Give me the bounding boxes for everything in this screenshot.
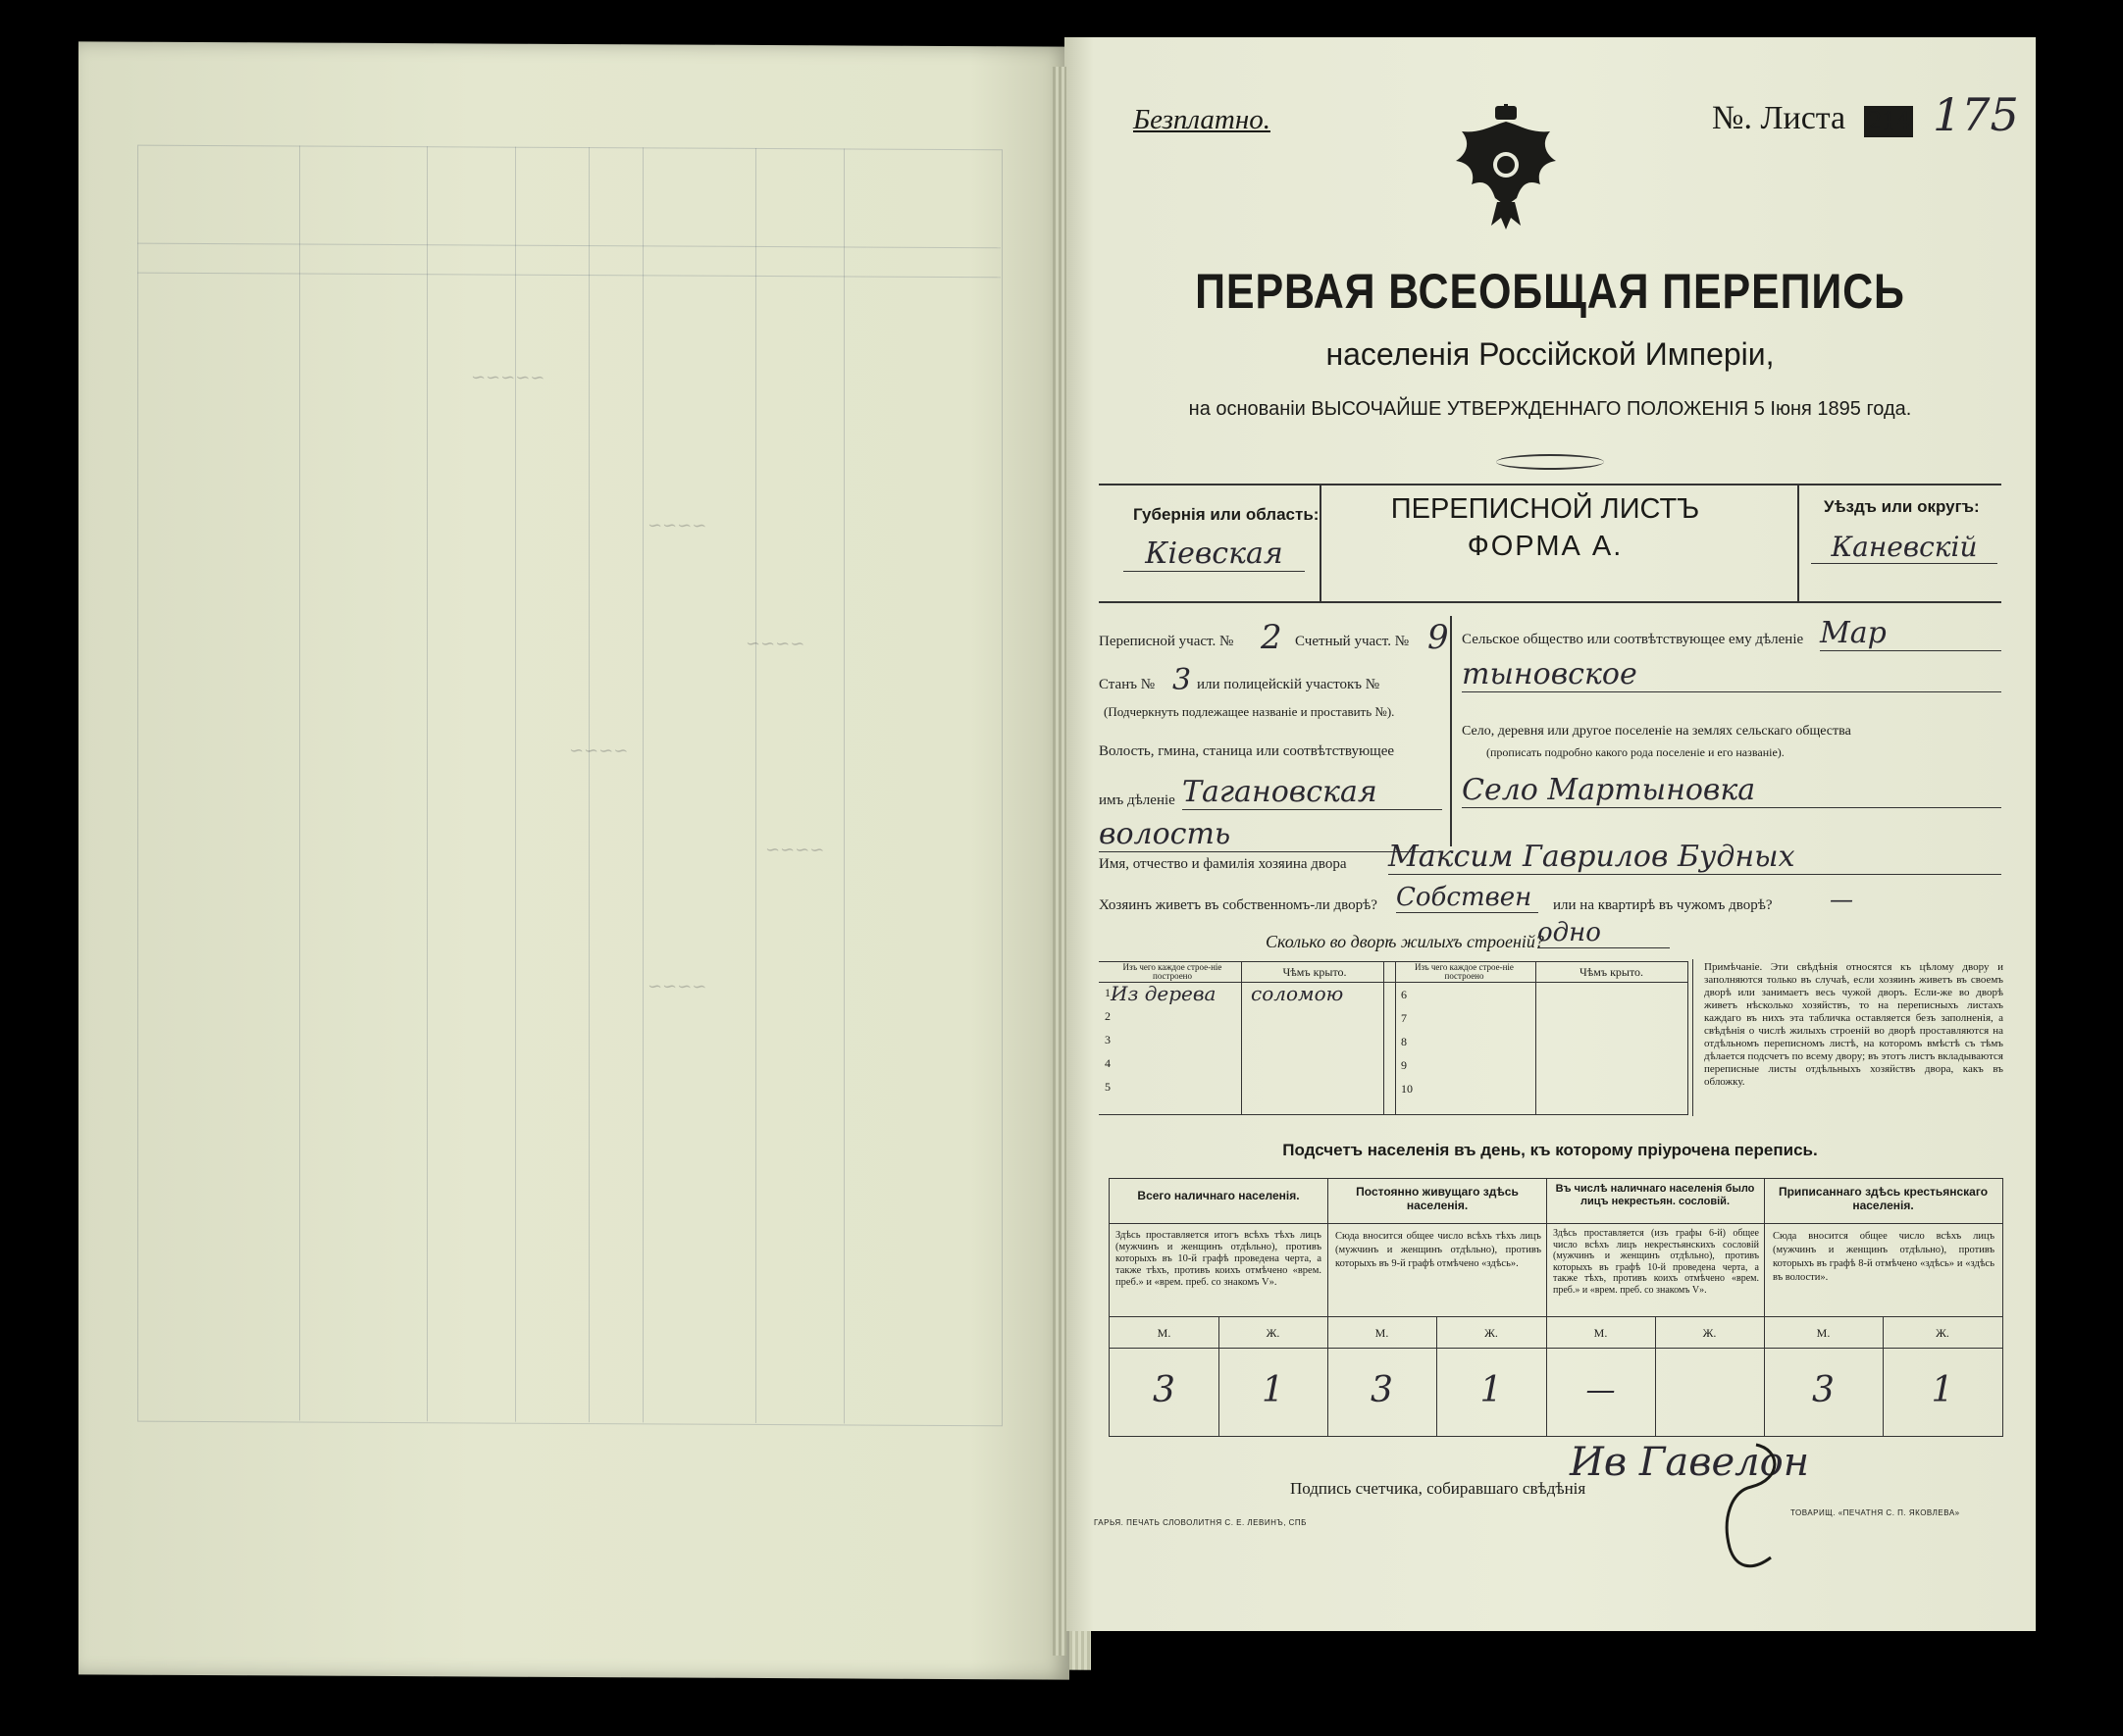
fields-divider <box>1450 616 1452 846</box>
ornament-divider <box>1496 454 1604 470</box>
village-value: Село Мартыновка <box>1462 773 2001 808</box>
col-roof-left: Чѣмъ крыто. <box>1282 965 1347 979</box>
pop-col-desc: Здѣсь проставляется (изъ графы 6-й) общее число всѣхъ лицъ некрестьянскихъ сословій (мужчинъ и женщинъ отдѣльно), противъ которыхъ въ графѣ 10-й проведена черта, а также тѣхъ, противъ коихъ отмѣчено «врем. преб.» и «врем. преб. со знакомъ V». <box>1553 1228 1759 1296</box>
buildings-count-value: одно <box>1537 918 1670 948</box>
count-value: 9 <box>1427 618 1449 657</box>
pop-m-value: 3 <box>1371 1370 1393 1410</box>
sheet-number-struck: 214 <box>1864 106 1913 137</box>
bleed-through-line <box>643 147 644 1422</box>
pop-m-label: М. <box>1157 1326 1171 1340</box>
pop-m-value: 3 <box>1812 1370 1835 1410</box>
building-row-num: 3 <box>1105 1033 1111 1047</box>
rent-value: — <box>1830 886 1853 913</box>
sheet-number-label: №. Листа <box>1712 100 1846 136</box>
buildings-table <box>1099 961 1688 1115</box>
pop-col-title: Приписаннаго здѣсь крестьянскаго населенія. <box>1778 1185 1989 1212</box>
pop-m-label: М. <box>1593 1326 1608 1340</box>
pop-row-divider <box>1110 1316 2002 1317</box>
pop-zh-value: 1 <box>1931 1370 1954 1410</box>
form-subtitle: населенія Россійской Имперіи, <box>1325 336 1775 372</box>
pop-col-title: Всего наличнаго населенія. <box>1137 1189 1300 1202</box>
society-value-1: Мар <box>1820 616 2001 651</box>
imperial-eagle-emblem <box>1452 104 1560 231</box>
bleed-through-line <box>427 146 428 1421</box>
bleed-through-line <box>589 147 590 1422</box>
volost-value-2: волость <box>1099 817 1442 852</box>
building-row-num: 10 <box>1401 1082 1413 1096</box>
bleed-through-handwriting: ~~~~~ <box>471 367 545 388</box>
pop-col-desc: Сюда вносится общее число всѣхъ лицъ (мужчинъ и женщинъ отдѣльно), противъ которыхъ въ графѣ 8-й отмѣчено «здѣсь» и «здѣсь въ волости». <box>1773 1231 1994 1283</box>
col-material-right: Изъ чего каждое строе-ніе построено <box>1415 962 1514 981</box>
pop-m-value: 3 <box>1153 1370 1175 1410</box>
pop-zh-label: Ж. <box>1936 1326 1949 1340</box>
police-label: или полицейскій участокъ № <box>1197 677 1380 692</box>
rent-label: или на квартирѣ въ чужомъ дворѣ? <box>1553 897 1773 913</box>
uezd-box <box>1797 485 2003 601</box>
building-row-num: 8 <box>1401 1035 1407 1048</box>
owner-name-label: Имя, отчество и фамилія хозяина двора <box>1099 856 1347 872</box>
form-header-row <box>1099 484 2001 603</box>
bleed-through-handwriting: ~~~~ <box>569 740 629 762</box>
pop-zh-label: Ж. <box>1266 1326 1280 1340</box>
form-legal-basis: на основаніи ВЫСОЧАЙШЕ УТВЕРЖДЕННАГО ПОЛОЖЕНІЯ 5 Іюня 1895 года. <box>1188 398 1912 420</box>
free-label: Безплатно. <box>1133 104 1270 135</box>
uezd-label: Уѣздъ или округъ: <box>1824 497 1980 516</box>
guberniya-value: Кіевская <box>1123 536 1305 572</box>
form-title-line2: ФОРМА А. <box>1467 531 1624 562</box>
printer-imprint-right: ТОВАРИЩ. «ПЕЧАТНЯ С. П. ЯКОВЛЕВА» <box>1790 1508 1960 1517</box>
district-value: 2 <box>1261 618 1282 657</box>
pop-col-title: Постоянно живущаго здѣсь населенія. <box>1356 1185 1519 1212</box>
pop-zh-value: 1 <box>1262 1370 1284 1410</box>
printer-imprint-left: ГАРЬЯ. ПЕЧАТЬ СЛОВОЛИТНЯ С. Е. ЛЕВИНЪ, СПБ <box>1094 1518 1307 1527</box>
pop-m-label: М. <box>1816 1326 1831 1340</box>
bleed-through-handwriting: ~~~~ <box>765 840 825 861</box>
form-main-title: ПЕРВАЯ ВСЕОБЩАЯ ПЕРЕПИСЬ <box>1195 264 1905 319</box>
col-material-left: Изъ чего каждое строе-ніе построено <box>1122 962 1222 981</box>
building-row-num: 5 <box>1105 1080 1111 1094</box>
col-roof-right: Чѣмъ крыто. <box>1579 965 1644 979</box>
owner-name-value: Максим Гаврилов Будных <box>1388 840 2001 875</box>
building-row-num: 4 <box>1105 1056 1111 1070</box>
bleed-through-line <box>755 148 756 1423</box>
bleed-through-handwriting: ~~~~ <box>746 633 805 655</box>
society-value-2: тыновское <box>1462 657 2001 692</box>
counter-signature: Ив Гавелон <box>1570 1440 1810 1485</box>
pop-col-desc: Сюда вносится общее число всѣхъ тѣхъ лицъ (мужчинъ и женщинъ отдѣльно), противъ которыхъ въ 9-й графѣ отмѣчено «здѣсь». <box>1335 1231 1541 1269</box>
bleed-through-handwriting: ~~~~ <box>647 976 707 997</box>
signature-label: Подпись счетчика, собиравшаго свѣдѣнія <box>1290 1479 1586 1498</box>
building-row-num: 7 <box>1401 1011 1407 1025</box>
count-label: Счетный участ. № <box>1295 634 1410 649</box>
building-row-roof: соломою <box>1251 982 1344 1005</box>
sheet-number-value: 175 <box>1933 88 2019 141</box>
underline-note: (Подчеркнуть подлежащее названіе и проставить №). <box>1104 704 1395 719</box>
buildings-table-gap <box>1383 962 1396 1114</box>
pop-col-title: Въ числѣ наличнаго населенія было лицъ некрестьян. сословій. <box>1555 1183 1755 1207</box>
volost-label-1: Волость, гмина, станица или соотвѣтствующее <box>1099 743 1395 759</box>
pop-zh-label: Ж. <box>1702 1326 1717 1340</box>
buildings-table-col <box>1241 962 1242 1114</box>
pop-row-divider <box>1110 1223 2002 1224</box>
buildings-table-col <box>1535 962 1536 1114</box>
pop-row-divider <box>1110 1348 2002 1349</box>
pop-m-value: — <box>1585 1373 1616 1407</box>
stan-label: Станъ № <box>1099 677 1156 692</box>
bleed-through-grid <box>137 145 1003 1427</box>
buildings-note: Примѣчаніе. Эти свѣдѣнія относятся къ цѣлому двору и заполняются только въ случаѣ, если хозяинъ живетъ въ своемъ дворѣ или занимаетъ весь чужой дворъ. Если-же во дворѣ живетъ нѣсколько хозяйствъ, то на переписныхъ листахъ каждаго въ нихъ эта табличка оставляется безъ заполненія, а свѣдѣнія о числѣ жилыхъ строеній во дворѣ проставляются на отдѣльномъ переписномъ листѣ, на которомъ вмѣстѣ съ тѣмъ дѣлается подсчетъ по всему двору; въ этотъ листъ вкладываются переписные листы отдѣльныхъ хозяйствъ двора, какъ въ обложку. <box>1704 961 2003 1088</box>
guberniya-box <box>1099 485 1321 601</box>
population-heading: Подсчетъ населенія въ день, къ которому пріурочена перепись. <box>1282 1141 1818 1159</box>
pop-zh-label: Ж. <box>1484 1326 1498 1340</box>
form-title-line1: ПЕРЕПИСНОЙ ЛИСТЪ <box>1390 493 1700 525</box>
stan-value: 3 <box>1172 663 1192 697</box>
left-page <box>78 41 1069 1679</box>
bleed-through-handwriting: ~~~~ <box>647 515 707 536</box>
census-form-page <box>1064 37 2036 1631</box>
uezd-value: Каневскій <box>1811 531 1997 564</box>
volost-label-2: имъ дѣленіе <box>1099 792 1175 808</box>
bleed-through-line <box>515 147 516 1422</box>
buildings-count-label: Сколько во дворѣ жилыхъ строеній? <box>1266 932 1544 951</box>
village-note: (прописать подробно какого рода поселеніе и его названіе). <box>1486 745 1785 759</box>
guberniya-label: Губернія или область: <box>1133 505 1320 524</box>
village-label: Село, деревня или другое поселеніе на землях сельскаго общества <box>1462 724 1851 739</box>
pop-col-desc: Здѣсь проставляется итогъ всѣхъ тѣхъ лицъ (мужчинъ и женщинъ отдѣльно), противъ которыхъ въ 10-й графѣ проведена черта, а также тѣхъ, противъ коихъ отмѣчено «врем. преб.» и «врем. преб. со знакомъ V». <box>1115 1230 1321 1288</box>
signature-flourish <box>1712 1440 1790 1577</box>
note-divider <box>1692 959 1693 1116</box>
bleed-through-line <box>299 146 300 1421</box>
volost-value-1: Тагановская <box>1182 775 1442 810</box>
bleed-through-line <box>844 148 845 1423</box>
society-label: Сельское общество или соотвѣтствующее ему дѣленіе <box>1462 632 1804 647</box>
own-yard-label: Хозяинъ живетъ въ собственномъ-ли дворѣ? <box>1099 897 1377 913</box>
building-row-num: 2 <box>1105 1009 1111 1023</box>
building-row-num: 6 <box>1401 988 1407 1001</box>
page-stack-edge <box>1053 67 1066 1656</box>
building-row-num: 1 <box>1105 986 1111 999</box>
population-table <box>1109 1178 2003 1437</box>
building-row-material: Из дерева <box>1111 982 1217 1005</box>
pop-zh-value: 1 <box>1479 1370 1503 1410</box>
own-yard-value: Собствен <box>1396 883 1538 913</box>
pop-m-label: М. <box>1374 1326 1389 1340</box>
building-row-num: 9 <box>1401 1058 1407 1072</box>
district-label: Переписной участ. № <box>1099 634 1234 649</box>
